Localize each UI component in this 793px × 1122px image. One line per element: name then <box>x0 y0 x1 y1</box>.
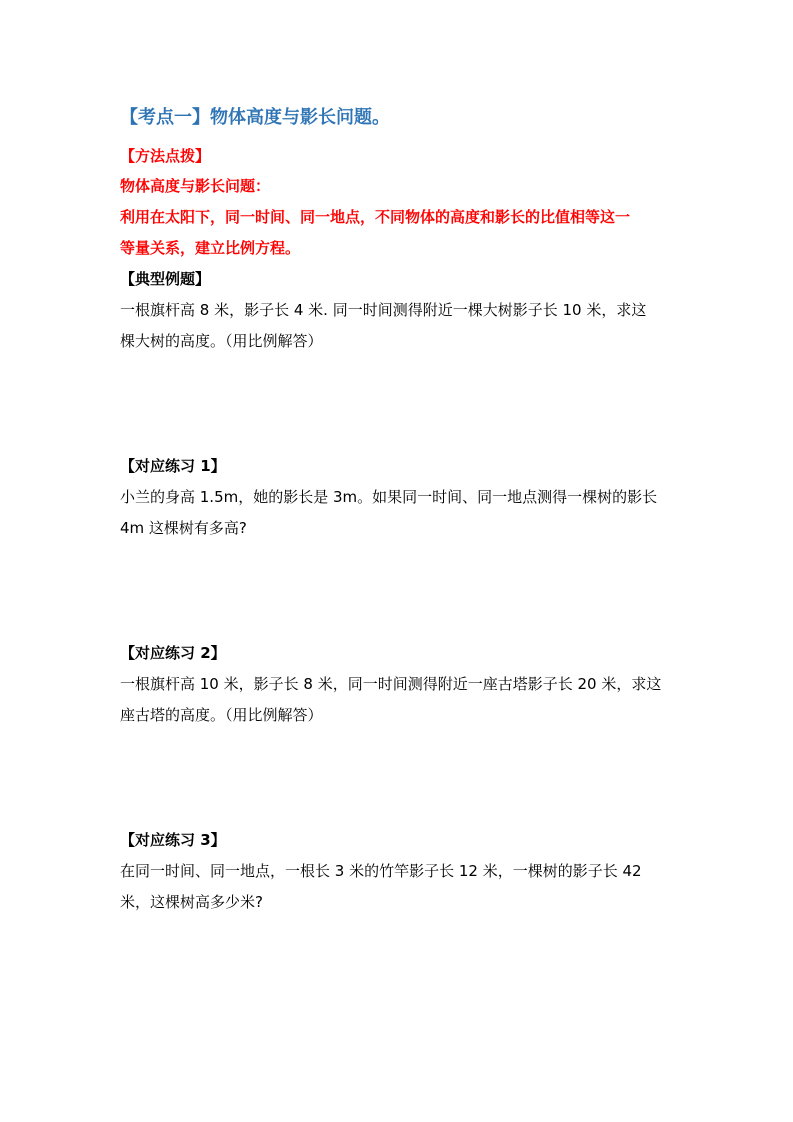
method-subtitle: 物体高度与影长问题： <box>120 177 271 195</box>
exercise-2-header: 【对应练习 2】 <box>120 644 226 662</box>
method-line-2: 等量关系，建立比例方程。 <box>120 239 301 257</box>
section-title: 【考点一】物体高度与影长问题。 <box>120 107 390 128</box>
exercise-1-line-2: 4m 这棵树有多高? <box>120 519 247 537</box>
exercise-1-line-1: 小兰的身高 1.5m，她的影长是 3m。如果同一时间、同一地点测得一棵树的影长 <box>120 488 658 506</box>
example-line-1: 一根旗杆高 8 米，影子长 4 米. 同一时间测得附近一棵大树影子长 10 米，求这 <box>120 301 647 319</box>
exercise-3-line-2: 米，这棵树高多少米? <box>120 893 263 911</box>
exercise-3-header: 【对应练习 3】 <box>120 831 226 849</box>
exercise-2-line-1: 一根旗杆高 10 米，影子长 8 米，同一时间测得附近一座古塔影子长 20 米，求这 <box>120 675 662 693</box>
exercise-3-line-1: 在同一时间、同一地点，一根长 3 米的竹竿影子长 12 米，一棵树的影子长 42 <box>120 862 642 880</box>
exercise-1-header: 【对应练习 1】 <box>120 457 226 475</box>
method-header: 【方法点拨】 <box>120 147 211 165</box>
example-header: 【典型例题】 <box>120 270 211 288</box>
example-line-2: 棵大树的高度。（用比例解答） <box>120 332 323 350</box>
method-line-1: 利用在太阳下，同一时间、同一地点，不同物体的高度和影长的比值相等这一 <box>120 208 631 226</box>
exercise-2-line-2: 座古塔的高度。（用比例解答） <box>120 706 323 724</box>
